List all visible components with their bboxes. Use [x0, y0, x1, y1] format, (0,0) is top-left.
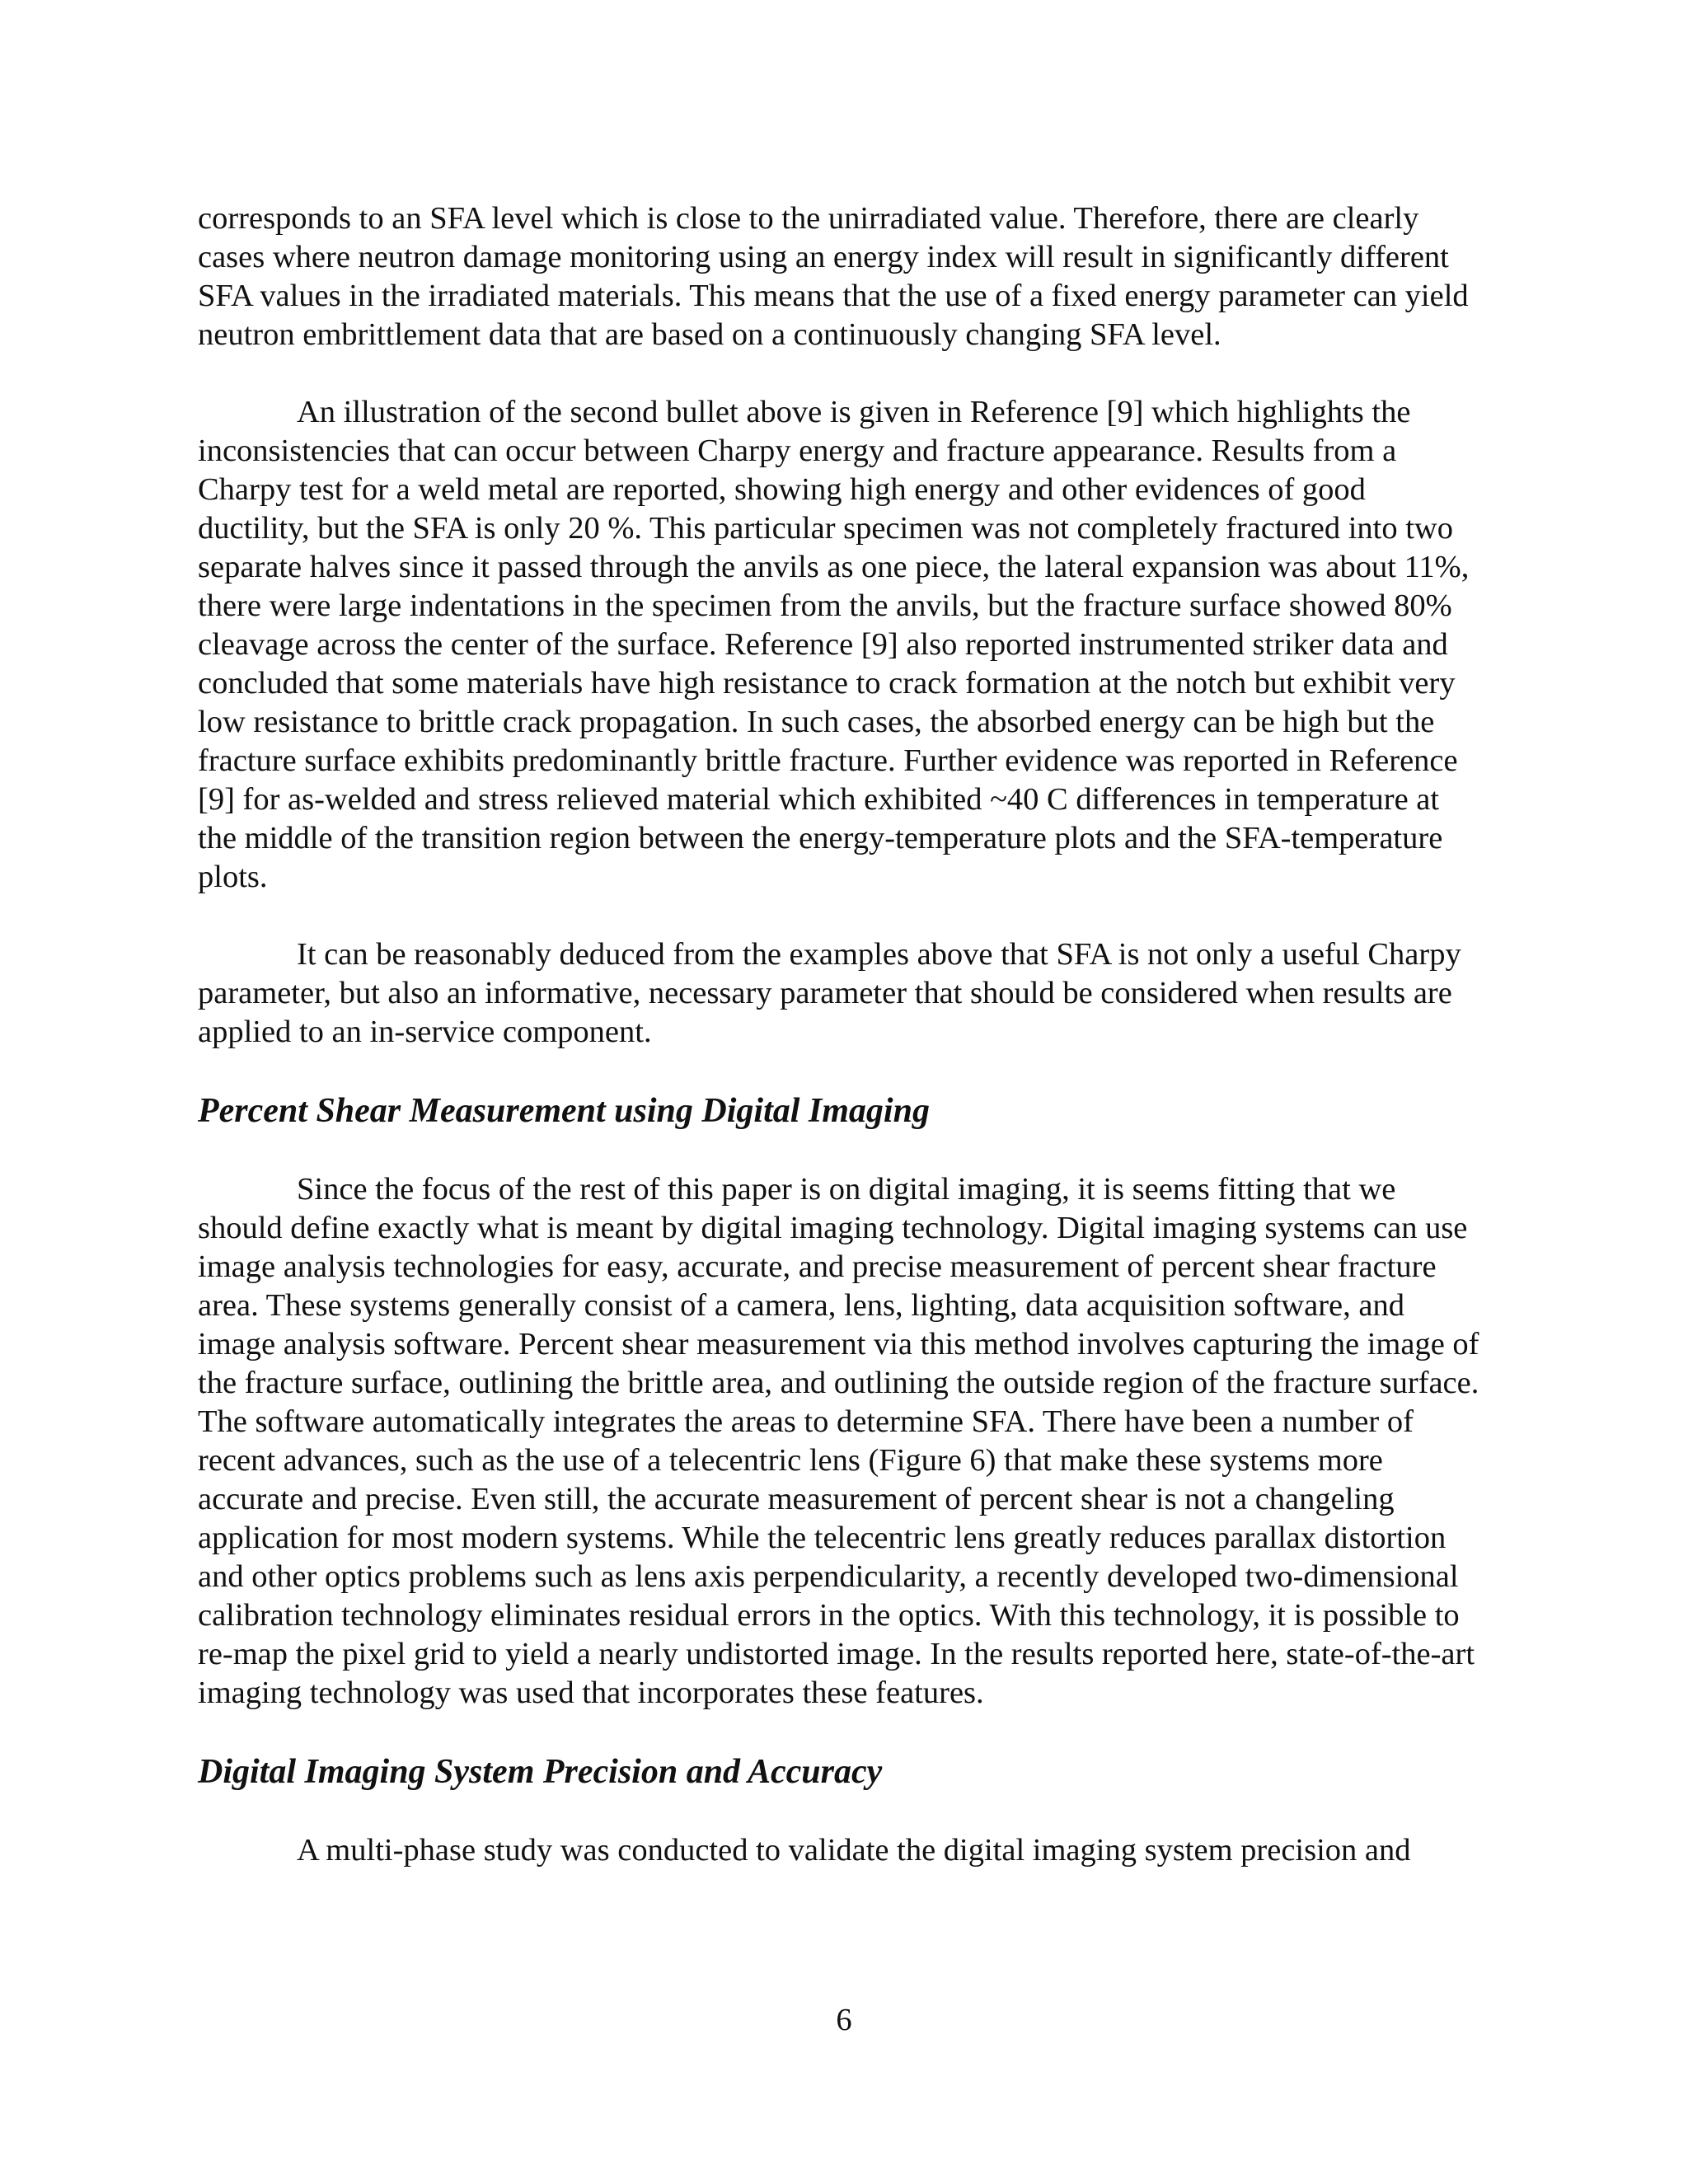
heading-spacer: [198, 1052, 1484, 1090]
body-paragraph-4: Since the focus of the rest of this paper is on digital imaging, it is seems fitting that we should define exactly what is meant by digital imaging technology. Digital imaging systems can use image analysis technologies for easy, accurate, and precise measurement of percent shear fracture area. These systems generally consist of a camera, lens, lighting, data acquisition software, and image analysis software. Percent shear measurement via this method involves capturing the image of the fracture surface, outlining the brittle area, and outlining the outside region of the fracture surface. The software automatically integrates the areas to determine SFA. There have been a number of recent advances, such as the use of a telecentric lens (Figure 6) that make these systems more accurate and precise. Even still, the accurate measurement of percent shear is not a changeling application for most modern systems. While the telecentric lens greatly reduces parallax distortion and other optics problems such as lens axis perpendicularity, a recently developed two-dimensional calibration technology eliminates residual errors in the optics. With this technology, it is possible to re-map the pixel grid to yield a nearly undistorted image. In the results reported here, state-of-the-art imaging technology was used that incorporates these features.: [198, 1172, 1479, 1710]
body-paragraph-1: corresponds to an SFA level which is close to the unirradiated value. Therefore, there are clearly cases where neutron damage monitoring using an energy index will result in significantly different SFA values in the irradiated materials. This means that the use of a fixed energy parameter can yield neutron embrittlement data that are based on a continuously changing SFA level.: [198, 201, 1469, 352]
paragraph-spacer: [198, 354, 1484, 393]
section-heading-precision-accuracy: Digital Imaging System Precision and Accuracy: [198, 1753, 883, 1791]
body-paragraph-5: A multi-phase study was conducted to validate the digital imaging system precision and: [297, 1833, 1411, 1868]
page-content: [198, 199, 1484, 1870]
page-number: 6: [836, 2003, 852, 2037]
body-paragraph-3: It can be reasonably deduced from the examples above that SFA is not only a useful Charpy parameter, but also an informative, necessary parameter that should be considered when results are applied to an in-service component.: [198, 937, 1461, 1049]
paragraph-spacer: [198, 897, 1484, 935]
section-heading-percent-shear: Percent Shear Measurement using Digital Imaging: [198, 1092, 930, 1130]
heading-spacer: [198, 1132, 1484, 1170]
heading-spacer: [198, 1793, 1484, 1831]
body-paragraph-2: An illustration of the second bullet above is given in Reference [9] which highlights the inconsistencies that can occur between Charpy energy and fracture appearance. Results from a Charpy test for a weld metal are reported, showing high energy and other evidences of good ductility, but the SFA is only 20 %. This particular specimen was not completely fractured into two separate halves since it passed through the anvils as one piece, the lateral expansion was about 11%, there were large indentations in the specimen from the anvils, but the fracture surface showed 80% cleavage across the center of the surface. Reference [9] also reported instrumented striker data and concluded that some materials have high resistance to crack formation at the notch but exhibit very low resistance to brittle crack propagation. In such cases, the absorbed energy can be high but the fracture surface exhibits predominantly brittle fracture. Further evidence was reported in Reference [9] for as-welded and stress relieved material which exhibited ~40 C differences in temperature at the middle of the transition region between the energy-temperature plots and the SFA-temperature plots.: [198, 395, 1470, 894]
heading-spacer: [198, 1713, 1484, 1751]
